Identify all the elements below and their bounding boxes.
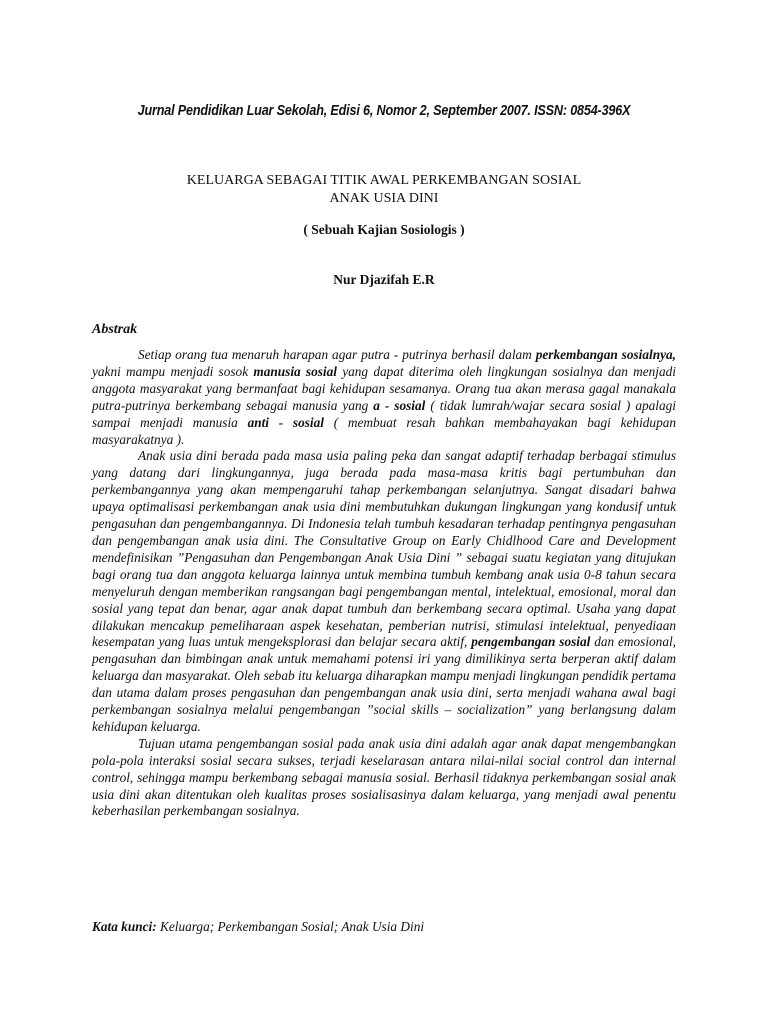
journal-header: Jurnal Pendidikan Luar Sekolah, Edisi 6, Nomor 2, September 2007. ISSN: 0854-396X [137,102,631,119]
p1-text-5: ( membuat resah bahkan membahayakan bagi kehidupan masyarakatnya ). [92,414,677,447]
keywords-label: Kata kunci: [92,919,157,934]
p1-bold-3: a - sosial [373,397,426,413]
article-title [0,172,768,208]
p1-text-2: yakni mampu menjadi sosok [92,363,254,379]
abstract-paragraph-1 [92,347,676,448]
abstract-heading: Abstrak [92,322,138,337]
p2-bold-1: pengembangan sosial [471,634,591,650]
p2-text-2: dan emosional, pengasuhan dan bimbingan anak untuk memahami potensi iri yang dimilikinya serta berperan aktif dalam keluarga dan masyarakat. Oleh sebab itu keluarga diharapkan mampu menjadi lingkungan pendidik pertama dan utama dalam proses pengasuhan dan pengembangan anak usia dini, serta menjadi wahana awal bagi perkembangan sosialnya melalui pengembangan ”social skills – socialization” yang berlangsung dalam kehidupan keluarga. [92,634,676,734]
p2-text-1: Anak usia dini berada pada masa usia paling peka dan sangat adaptif terhadap berbagai stimulus yang datang dari lingkungannya, juga berada pada masa-masa kritis bagi pertumbuhan dan perkembangannya yang akan mempengaruhi tahap perkembangan selanjutnya. Sangat disadari bahwa upaya optimalisasi perkembangan anak usia dini membutuhkan dukungan lingkungan yang kondusif untuk pengasuhan dan pengembangannya. Di Indonesia telah tumbuh kesadaran terhadap pentingnya pengasuhan dan pengembangan anak usia dini. The Consultative Group on Early Chidlhood Care and Development mendefinisikan ”Pengasuhan dan Pengembangan Anak Usia Dini ” sebagai suatu kegiatan yang ditujukan bagi orang tua dan anggota keluarga lainnya untuk membina tumbuh kembang anak usia 0-8 tahun secara menyeluruh dengan memberikan rangsangan bagi pengembangan mental, intelektual, emosional, moral dan sosial yang tepat dan benar, agar anak dapat tumbuh dan berkembang secara optimal. Usaha yang dapat dilakukan mencakup pemeliharaan aspek kesehatan, pemberian nutrisi, stimulasi intelektual, penyediaan kesempatan yang luas untuk mengeksplorasi dan belajar secara aktif, [92,448,676,650]
p1-bold-4: anti - sosial [247,414,324,430]
p1-text-4: ( tidak lumrah/wajar secara sosial ) apalagi sampai menjadi manusia [92,397,676,430]
p1-text-1: Setiap orang tua menaruh harapan agar putra - putrinya berhasil dalam [138,347,536,362]
author-name: Nur Djazifah E.R [333,272,435,287]
p3-text-1: Tujuan utama pengembangan sosial pada anak usia dini adalah agar anak dapat mengembangkan pola-pola interaksi sosial secara sukses, terjadi keselarasan antara nilai-nilai social control dan internal control, sehingga mampu berkembang sebagai manusia sosial. Berhasil tidaknya perkembangan sosial anak usia dini akan ditentukan oleh kualitas proses sosialisasinya dalam keluarga, yang menjadi awal penentu keberhasilan perkembangan sosialnya. [92,735,676,819]
p1-bold-2: manusia sosial [253,363,337,379]
abstract-body [92,347,676,820]
keywords-line [92,919,676,935]
p1-bold-1: perkembangan sosialnya, [535,347,676,362]
title-line-1: KELUARGA SEBAGAI TITIK AWAL PERKEMBANGAN SOSIAL [186,173,582,188]
p1-text-3: yang dapat diterima oleh lingkungan sosialnya dan menjadi anggota masyarakat yang bermanfaat bagi kehidupan sesamanya. Orang tua akan merasa gagal manakala putra-putrinya berkembang sebagai manusia yang [92,363,676,413]
abstract-paragraph-2 [92,448,676,735]
title-line-2: ANAK USIA DINI [329,191,439,206]
keywords-text: Keluarga; Perkembangan Sosial; Anak Usia Dini [156,919,425,934]
article-subtitle: ( Sebuah Kajian Sosiologis ) [303,222,465,237]
abstract-paragraph-3 [92,736,676,821]
